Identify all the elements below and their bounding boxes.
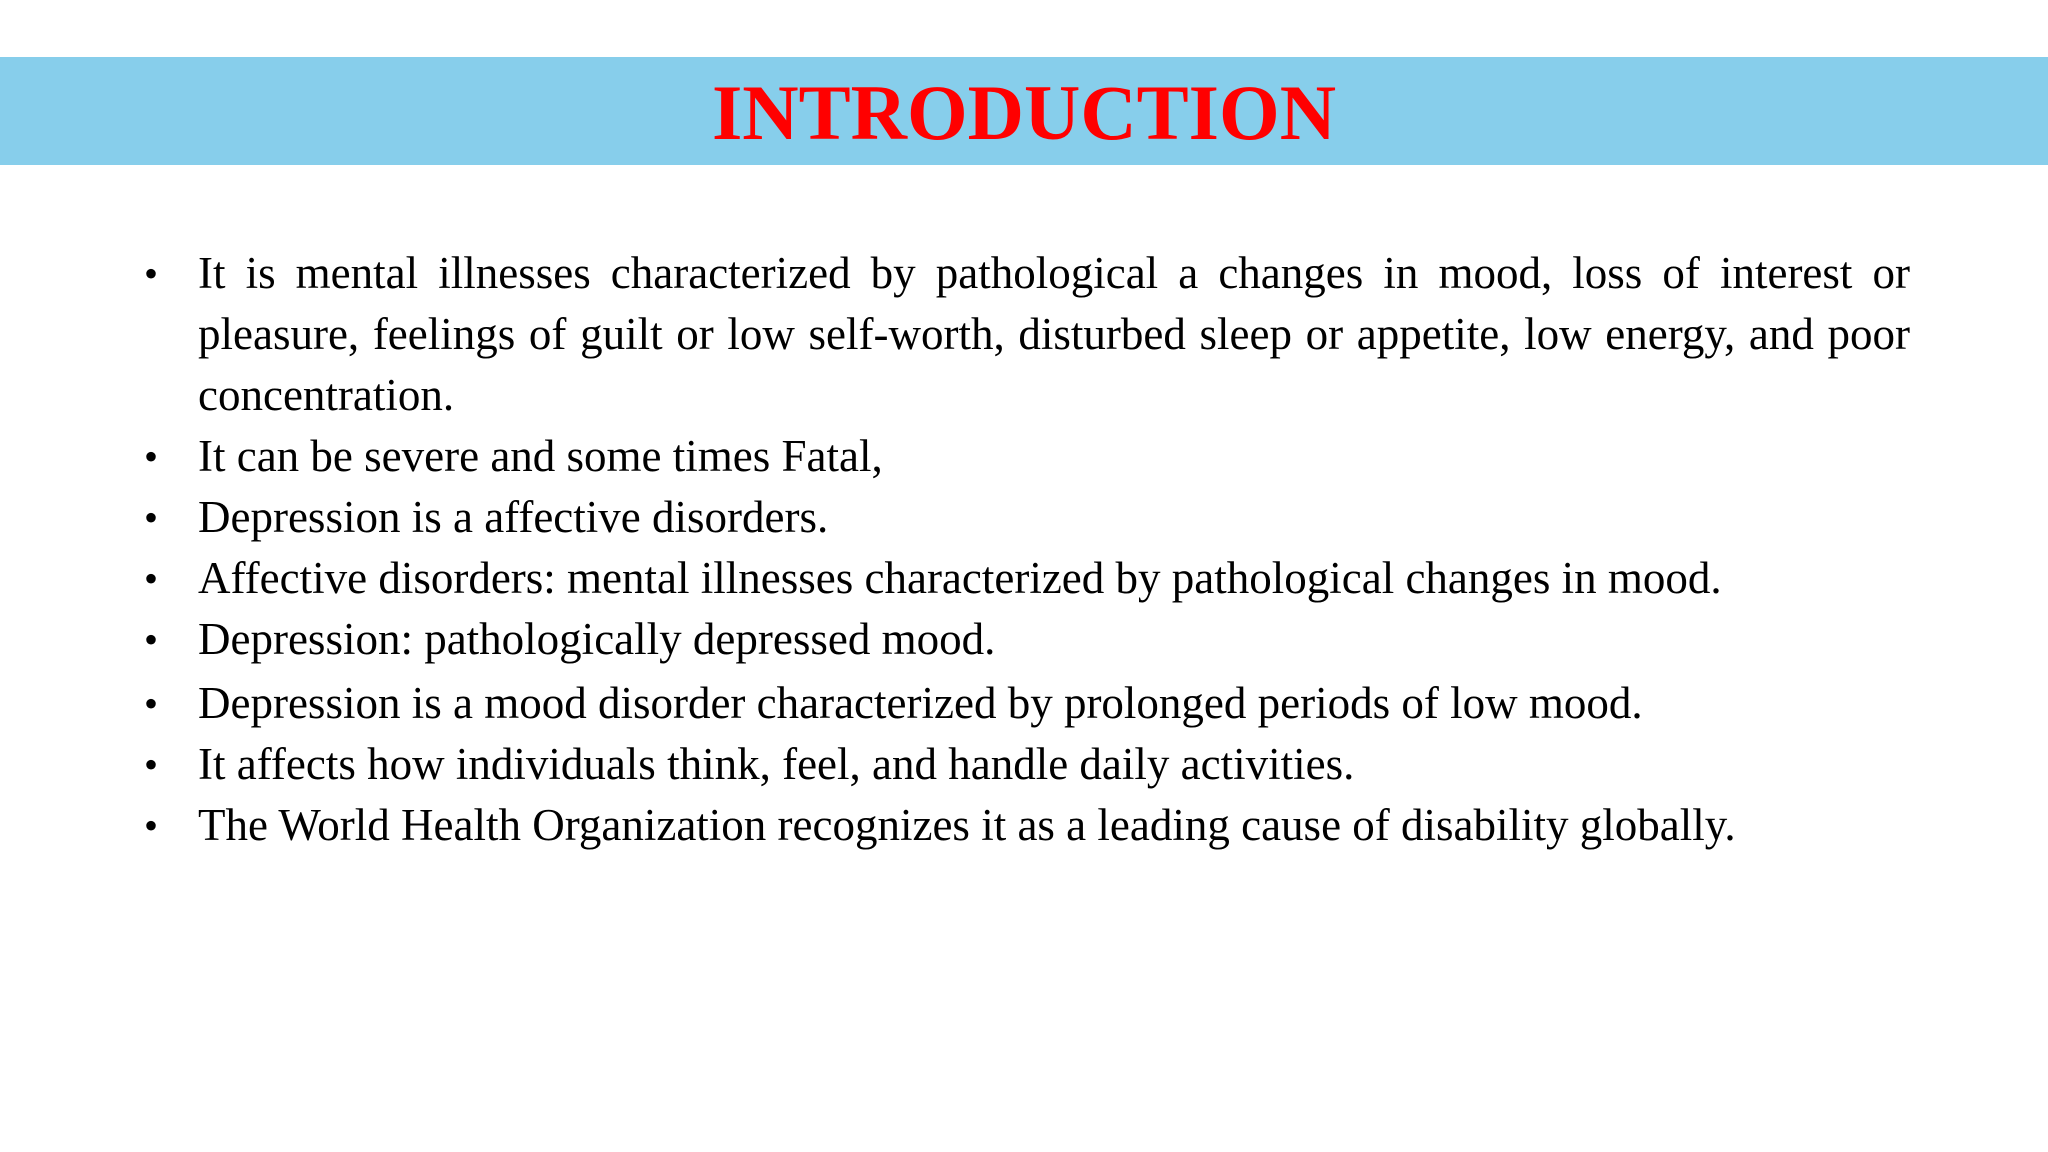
bullet-list	[136, 243, 1910, 856]
bullet-text: Depression: pathologically depressed mood.	[198, 614, 996, 664]
bullet-item	[136, 548, 1910, 609]
bullet-icon: •	[144, 434, 159, 479]
bullet-icon: •	[144, 803, 159, 848]
bullet-text: The World Health Organization recognizes it as a leading cause of disability globally.	[198, 800, 1736, 850]
bullet-item	[136, 734, 1910, 795]
bullet-item	[136, 243, 1910, 426]
bullet-text: It can be severe and some times Fatal,	[198, 431, 883, 481]
bullet-text: It is mental illnesses characterized by pathological a changes in mood, loss of interest or pleasure, feelings of guilt or low self-worth, disturbed sleep or appetite, low energy, and poor concentration.	[198, 248, 1910, 420]
bullet-icon: •	[144, 742, 159, 787]
bullet-text: Depression is a mood disorder characterized by prolonged periods of low mood.	[198, 678, 1643, 728]
bullet-item	[136, 673, 1910, 734]
title-band	[0, 57, 2048, 165]
bullet-item	[136, 609, 1910, 670]
bullet-item	[136, 487, 1910, 548]
bullet-icon: •	[144, 681, 159, 726]
slide-title: INTRODUCTION	[711, 69, 1337, 156]
bullet-text: It affects how individuals think, feel, and handle daily activities.	[198, 739, 1355, 789]
bullet-item	[136, 795, 1910, 856]
bullet-item	[136, 426, 1910, 487]
bullet-icon: •	[144, 556, 159, 601]
bullet-text: Affective disorders: mental illnesses characterized by pathological changes in mood.	[198, 553, 1722, 603]
bullet-icon: •	[144, 617, 159, 662]
bullet-text: Depression is a affective disorders.	[198, 492, 829, 542]
bullet-icon: •	[144, 495, 159, 540]
bullet-icon: •	[144, 251, 159, 296]
